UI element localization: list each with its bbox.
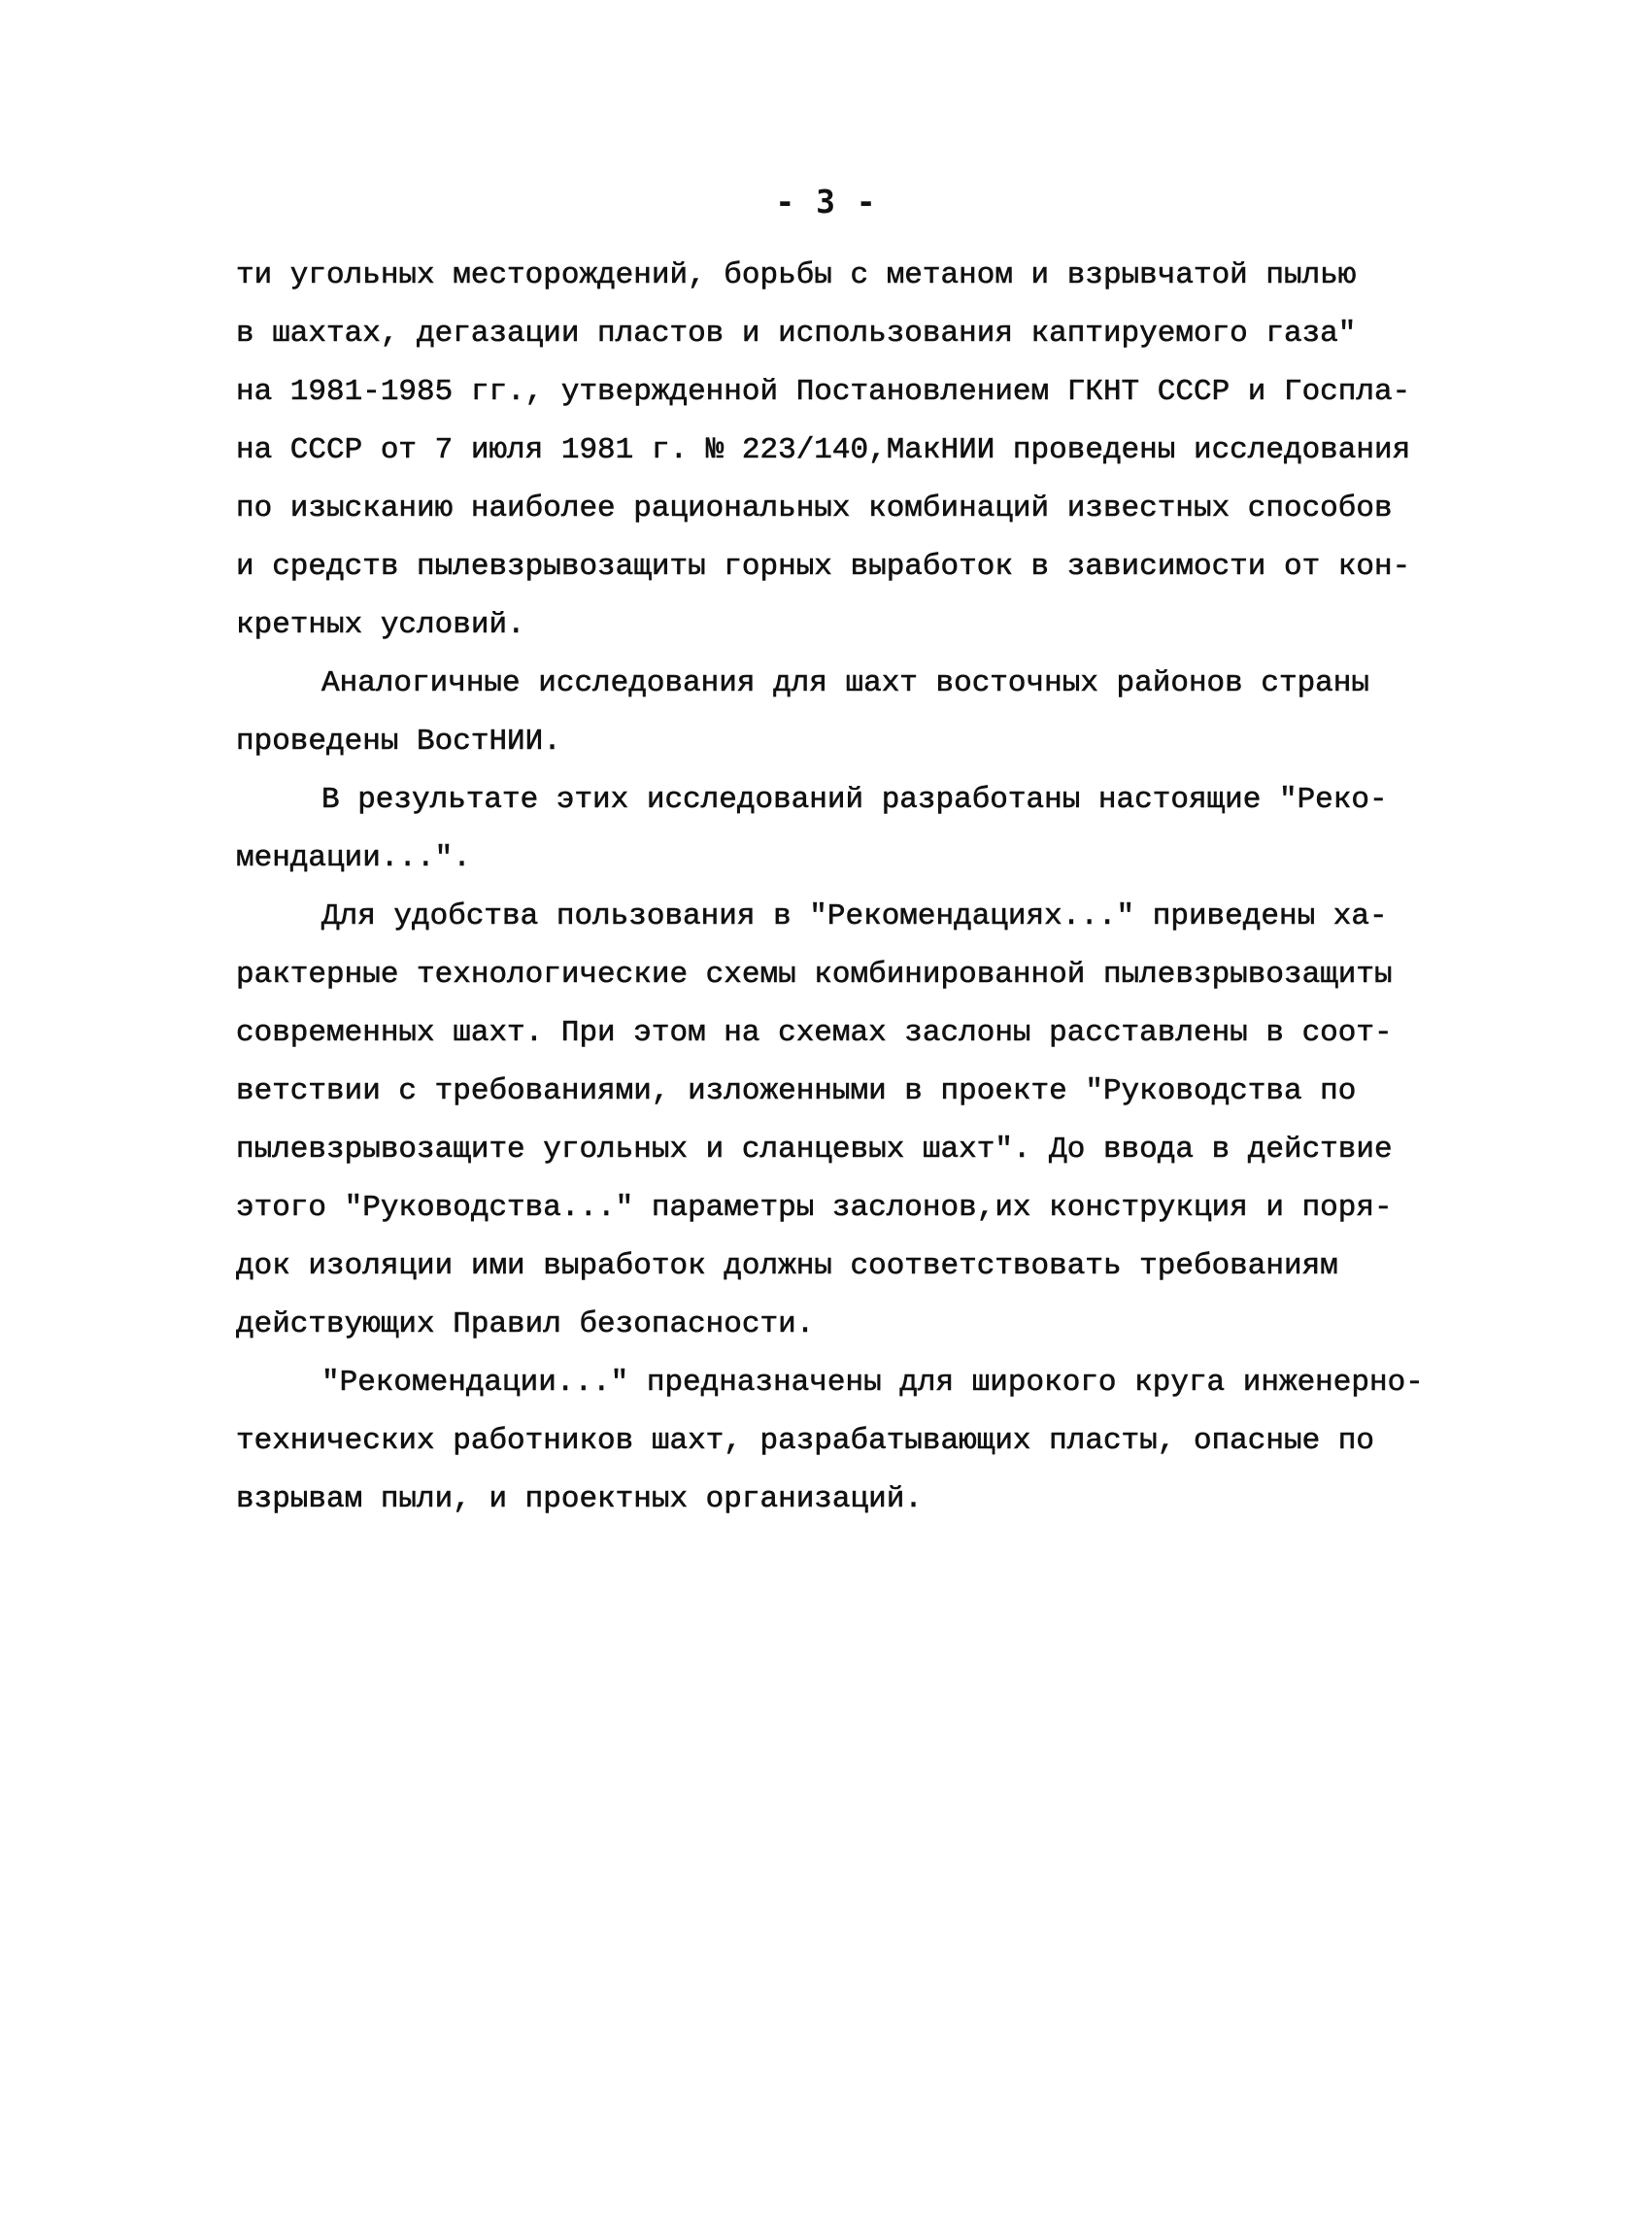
text-line: док изоляции ими выработок должны соответствовать требованиям bbox=[236, 1249, 1338, 1283]
page-number: - 3 - bbox=[775, 183, 877, 220]
text-line: в шахтах, дегазации пластов и использования каптируемого газа" bbox=[236, 317, 1357, 351]
paragraph-start-line: В результате этих исследований разработаны настоящие "Реко- bbox=[321, 783, 1388, 817]
text-line: мендации...". bbox=[236, 841, 471, 875]
text-line: кретных условий. bbox=[236, 608, 525, 642]
paragraph-start-line: "Рекомендации..." предназначены для широкого круга инженерно- bbox=[321, 1366, 1424, 1400]
text-line: рактерные технологические схемы комбинированной пылевзрывозащиты bbox=[236, 958, 1393, 992]
text-line: на СССР от 7 июля 1981 г. № 223/140,МакНИИ проведены исследования bbox=[236, 433, 1411, 467]
text-line: действующих Правил безопасности. bbox=[236, 1307, 815, 1341]
text-line: по изысканию наиболее рациональных комбинаций известных способов bbox=[236, 491, 1393, 525]
text-line: ветствии с требованиями, изложенными в проекте "Руководства по bbox=[236, 1074, 1357, 1108]
body-text bbox=[236, 247, 1431, 1529]
text-line: современных шахт. При этом на схемах заслоны расставлены в соот- bbox=[236, 1016, 1393, 1050]
text-line: технических работников шахт, разрабатывающих пласты, опасные по bbox=[236, 1424, 1374, 1458]
text-line: взрывам пыли, и проектных организаций. bbox=[236, 1482, 923, 1516]
text-line: этого "Руководства..." параметры заслонов,их конструкция и поря- bbox=[236, 1191, 1393, 1225]
text-line: и средств пылевзрывозащиты горных выработок в зависимости от кон- bbox=[236, 550, 1411, 584]
paragraph-start-line: Аналогичные исследования для шахт восточных районов страны bbox=[321, 666, 1369, 700]
paragraph-start-line: Для удобства пользования в "Рекомендациях..." приведены ха- bbox=[321, 899, 1388, 933]
text-line: ти угольных месторождений, борьбы с метаном и взрывчатой пылью bbox=[236, 258, 1357, 292]
text-line: на 1981-1985 гг., утвержденной Постановлением ГКНТ СССР и Госпла- bbox=[236, 375, 1411, 409]
text-line: пылевзрывозащите угольных и сланцевых шахт". До ввода в действие bbox=[236, 1133, 1393, 1167]
text-line: проведены ВостНИИ. bbox=[236, 725, 561, 759]
